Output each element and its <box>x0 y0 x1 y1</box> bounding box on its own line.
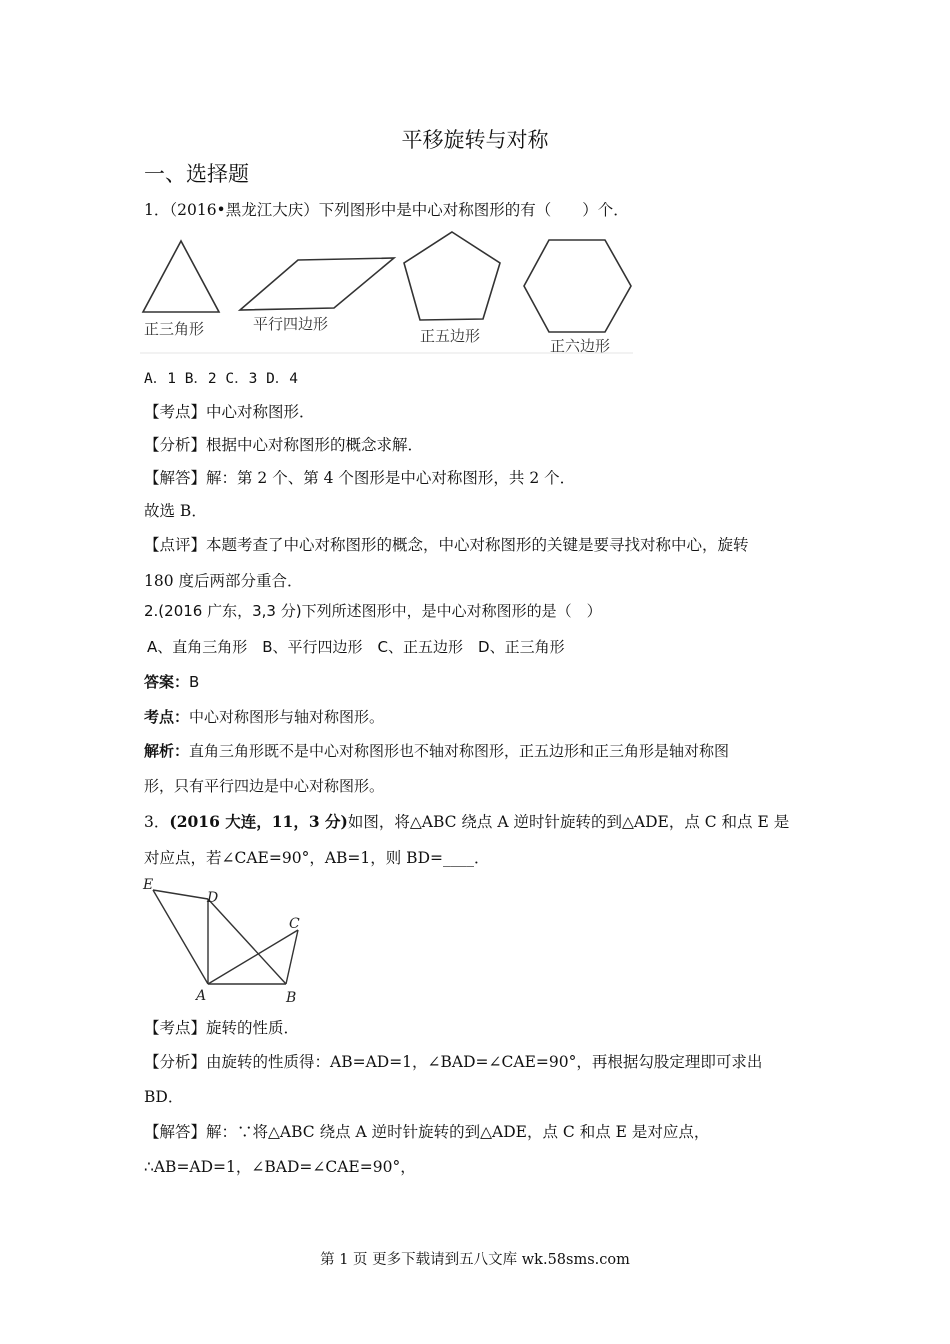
q3-stem-line2: 对应点，若∠CAE=90°，AB=1，则 BD=____． <box>144 849 490 867</box>
page-title: 平移旋转与对称 <box>401 128 549 152</box>
q3-num: 3． <box>144 813 170 831</box>
q1-kaodian: 【考点】中心对称图形． <box>144 403 315 421</box>
q1-stem: 1．（2016•黑龙江大庆）下列图形中是中心对称图形的有（ ）个． <box>144 201 629 219</box>
q1-shapes-figure <box>138 228 638 356</box>
q1-guxuan: 故选 B． <box>144 502 207 520</box>
q3-jieda-line1: 【解答】解：∵将△ABC 绕点 A 逆时针旋转的到△ADE，点 C 和点 E 是对应点， <box>144 1123 710 1141</box>
q2-answer-value: B <box>189 673 200 691</box>
q1-jieda: 【解答】解：第 2 个、第 4 个图形是中心对称图形，共 2 个． <box>144 469 576 487</box>
q2-jiexi-value-1: 直角三角形既不是中心对称图形也不轴对称图形，正五边形和正三角形是轴对称图 <box>189 742 730 760</box>
q2-jiexi <box>144 740 729 761</box>
section-heading: 一、选择题 <box>144 162 249 186</box>
q2-kaodian-label: 考点： <box>144 708 190 726</box>
q2-options: A、直角三角形 B、平行四边形 C、正五边形 D、正三角形 <box>147 638 565 656</box>
q1-options: A．1 B．2 C．3 D．4 <box>144 371 299 387</box>
label-triangle: 正三角形 <box>144 320 205 338</box>
q2-jiexi-label: 解析： <box>144 742 190 760</box>
label-pentagon: 正五边形 <box>420 327 481 345</box>
q2-answer-label: 答案： <box>144 673 190 691</box>
label-hexagon: 正六边形 <box>550 337 611 355</box>
q3-jieda-line2: ∴AB=AD=1，∠BAD=∠CAE=90°， <box>144 1158 416 1176</box>
label-parallelogram: 平行四边形 <box>253 315 329 333</box>
q2-jiexi-line2: 形，只有平行四边是中心对称图形。 <box>144 777 385 795</box>
q3-fenxi-line2: BD． <box>144 1088 184 1106</box>
q2-kaodian <box>144 706 384 727</box>
q2-stem: 2.(2016 广东，3,3 分)下列所述图形中，是中心对称图形的是（ ） <box>144 602 602 620</box>
q2-answer <box>144 671 199 692</box>
point-label-e: E <box>143 877 154 893</box>
point-label-c: C <box>289 916 300 932</box>
pentagon-shape <box>404 232 500 320</box>
q1-dianping-line1: 【点评】本题考查了中心对称图形的概念，中心对称图形的关键是要寻找对称中心，旋转 <box>144 536 749 554</box>
q1-dianping-line2: 180 度后两部分重合． <box>144 572 303 590</box>
parallelogram-shape <box>240 258 394 310</box>
q3-rotation-figure <box>138 874 313 1006</box>
triangle-shape <box>143 241 219 312</box>
point-label-b: B <box>286 990 297 1006</box>
q3-kaodian: 【考点】旋转的性质． <box>144 1019 300 1037</box>
point-label-d: D <box>207 890 219 906</box>
q1-fenxi: 【分析】根据中心对称图形的概念求解． <box>144 436 424 454</box>
q3-stem <box>144 810 789 832</box>
q2-kaodian-value: 中心对称图形与轴对称图形。 <box>189 708 385 726</box>
hexagon-shape <box>524 240 631 332</box>
q3-source: (2016 大连，11，3 分) <box>169 812 348 831</box>
q3-fenxi-line1: 【分析】由旋转的性质得：AB=AD=1，∠BAD=∠CAE=90°，再根据勾股定理即可求出 <box>144 1053 763 1071</box>
point-label-a: A <box>196 988 207 1004</box>
q3-stem-rest: 如图，将△ABC 绕点 A 逆时针旋转的到△ADE，点 C 和点 E 是 <box>347 813 790 831</box>
page-footer: 第 1 页 更多下载请到五八文库 wk.58sms.com <box>320 1252 630 1268</box>
